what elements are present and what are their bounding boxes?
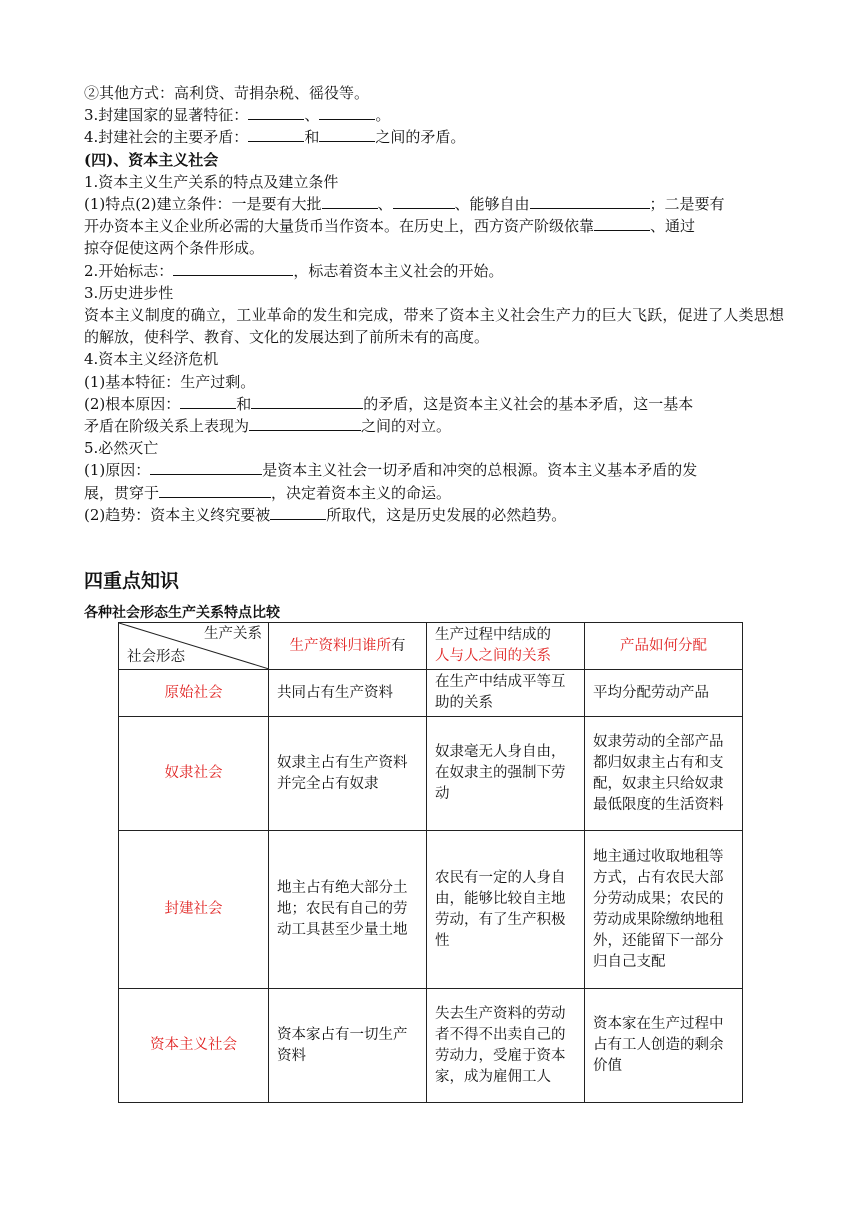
text-line: 掠夺促使这两个条件形成。 bbox=[84, 239, 265, 258]
header-cell: 生产过程中结成的 人与人之间的关系 bbox=[427, 623, 585, 670]
table-cell: 奴隶主占有生产资料并完全占有奴隶 bbox=[269, 717, 427, 831]
fill-blank bbox=[319, 126, 375, 142]
table-header-row bbox=[119, 623, 743, 670]
text-line: (2)趋势：资本主义终究要被 所取代，这是历史发展的必然趋势。 bbox=[84, 505, 567, 524]
row-label: 资本主义社会 bbox=[119, 989, 269, 1103]
row-label: 封建社会 bbox=[119, 831, 269, 989]
table-cell: 资本家占有一切生产资料 bbox=[269, 989, 427, 1103]
fill-blank bbox=[248, 126, 304, 142]
table-cell: 资本家在生产过程中占有工人创造的剩余价值 bbox=[585, 989, 743, 1103]
corner-top-label: 生产关系 bbox=[204, 626, 262, 642]
row-label: 奴隶社会 bbox=[119, 717, 269, 831]
table-cell: 农民有一定的人身自由，能够比较自主地劳动，有了生产积极性 bbox=[427, 831, 585, 989]
fill-blank bbox=[322, 193, 378, 209]
header-cell: 生产资料归谁所有 bbox=[269, 623, 427, 670]
table-row bbox=[119, 670, 743, 717]
text-line: 3.封建国家的显著特征： 、 。 bbox=[84, 106, 391, 125]
text-line: 展，贯穿于 ，决定着资本主义的命运。 bbox=[84, 483, 452, 502]
table-cell: 共同占有生产资料 bbox=[269, 670, 427, 717]
corner-bottom-label: 社会形态 bbox=[127, 649, 185, 665]
section-heading: (四)、资本主义社会 bbox=[84, 150, 219, 169]
text-line: 开办资本主义企业所必需的大量货币当作资本。在历史上，西方资产阶级依靠 、通过 bbox=[84, 217, 696, 236]
fill-blank bbox=[173, 260, 293, 276]
paragraph: 资本主义制度的确立，工业革命的发生和完成，带来了资本主义社会生产力的巨大飞跃，促进了人类思想的解放，使科学、教育、文化的发展达到了前所未有的高度。 bbox=[84, 306, 784, 347]
text-line: ②其他方式：高利贷、苛捐杂税、徭役等。 bbox=[84, 84, 370, 102]
table-row bbox=[119, 989, 743, 1103]
table-cell: 在生产中结成平等互助的关系 bbox=[427, 670, 585, 717]
row-label: 原始社会 bbox=[119, 670, 269, 717]
fill-blank bbox=[594, 215, 650, 231]
table-corner-cell bbox=[119, 623, 269, 670]
fill-blank bbox=[251, 393, 363, 409]
fill-blank bbox=[248, 104, 304, 120]
text-line: 矛盾在阶级关系上表现为 之间的对立。 bbox=[84, 417, 452, 436]
text-line: 3.历史进步性 bbox=[84, 283, 174, 302]
text-line: 4.资本主义经济危机 bbox=[84, 350, 219, 369]
fill-blank bbox=[530, 193, 650, 209]
fill-blank bbox=[150, 459, 262, 475]
text-line: 4.封建社会的主要矛盾： 和 之间的矛盾。 bbox=[84, 128, 466, 147]
text-line: (1)基本特征：生产过剩。 bbox=[84, 372, 256, 391]
fill-blank bbox=[249, 415, 361, 431]
fill-blank bbox=[393, 193, 455, 209]
section-title: 四重点知识 bbox=[84, 570, 180, 592]
text-line: 5.必然灭亡 bbox=[84, 439, 159, 458]
table-cell: 平均分配劳动产品 bbox=[585, 670, 743, 717]
fill-blank bbox=[180, 393, 236, 409]
fill-blank bbox=[159, 482, 271, 498]
text-line: (2)根本原因： 和 的矛盾，这是资本主义社会的基本矛盾，这一基本 bbox=[84, 394, 694, 413]
table-row bbox=[119, 717, 743, 831]
table-title: 各种社会形态生产关系特点比较 bbox=[84, 605, 280, 621]
comparison-table bbox=[118, 622, 743, 1103]
text-line: 1.资本主义生产关系的特点及建立条件 bbox=[84, 172, 339, 191]
table-row bbox=[119, 831, 743, 989]
fill-blank bbox=[319, 104, 375, 120]
table-cell: 地主通过收取地租等方式，占有农民大部分劳动成果；农民的劳动成果除缴纳地租外，还能留下一部分归自己支配 bbox=[585, 831, 743, 989]
table-cell: 失去生产资料的劳动者不得不出卖自己的劳动力，受雇于资本家，成为雇佣工人 bbox=[427, 989, 585, 1103]
text-line: (1)原因： 是资本主义社会一切矛盾和冲突的总根源。资本主义基本矛盾的发 bbox=[84, 461, 698, 480]
fill-blank bbox=[270, 504, 326, 520]
table-cell: 奴隶毫无人身自由，在奴隶主的强制下劳动 bbox=[427, 717, 585, 831]
document-body bbox=[84, 82, 784, 526]
table-cell: 地主占有绝大部分土地；农民有自己的劳动工具甚至少量土地 bbox=[269, 831, 427, 989]
header-cell: 产品如何分配 bbox=[585, 623, 743, 670]
text-line: 2.开始标志： ，标志着资本主义社会的开始。 bbox=[84, 261, 504, 280]
table-cell: 奴隶劳动的全部产品都归奴隶主占有和支配，奴隶主只给奴隶最低限度的生活资料 bbox=[585, 717, 743, 831]
text-line: (1)特点(2)建立条件：一是要有大批 、 、能够自由 ；二是要有 bbox=[84, 195, 725, 214]
